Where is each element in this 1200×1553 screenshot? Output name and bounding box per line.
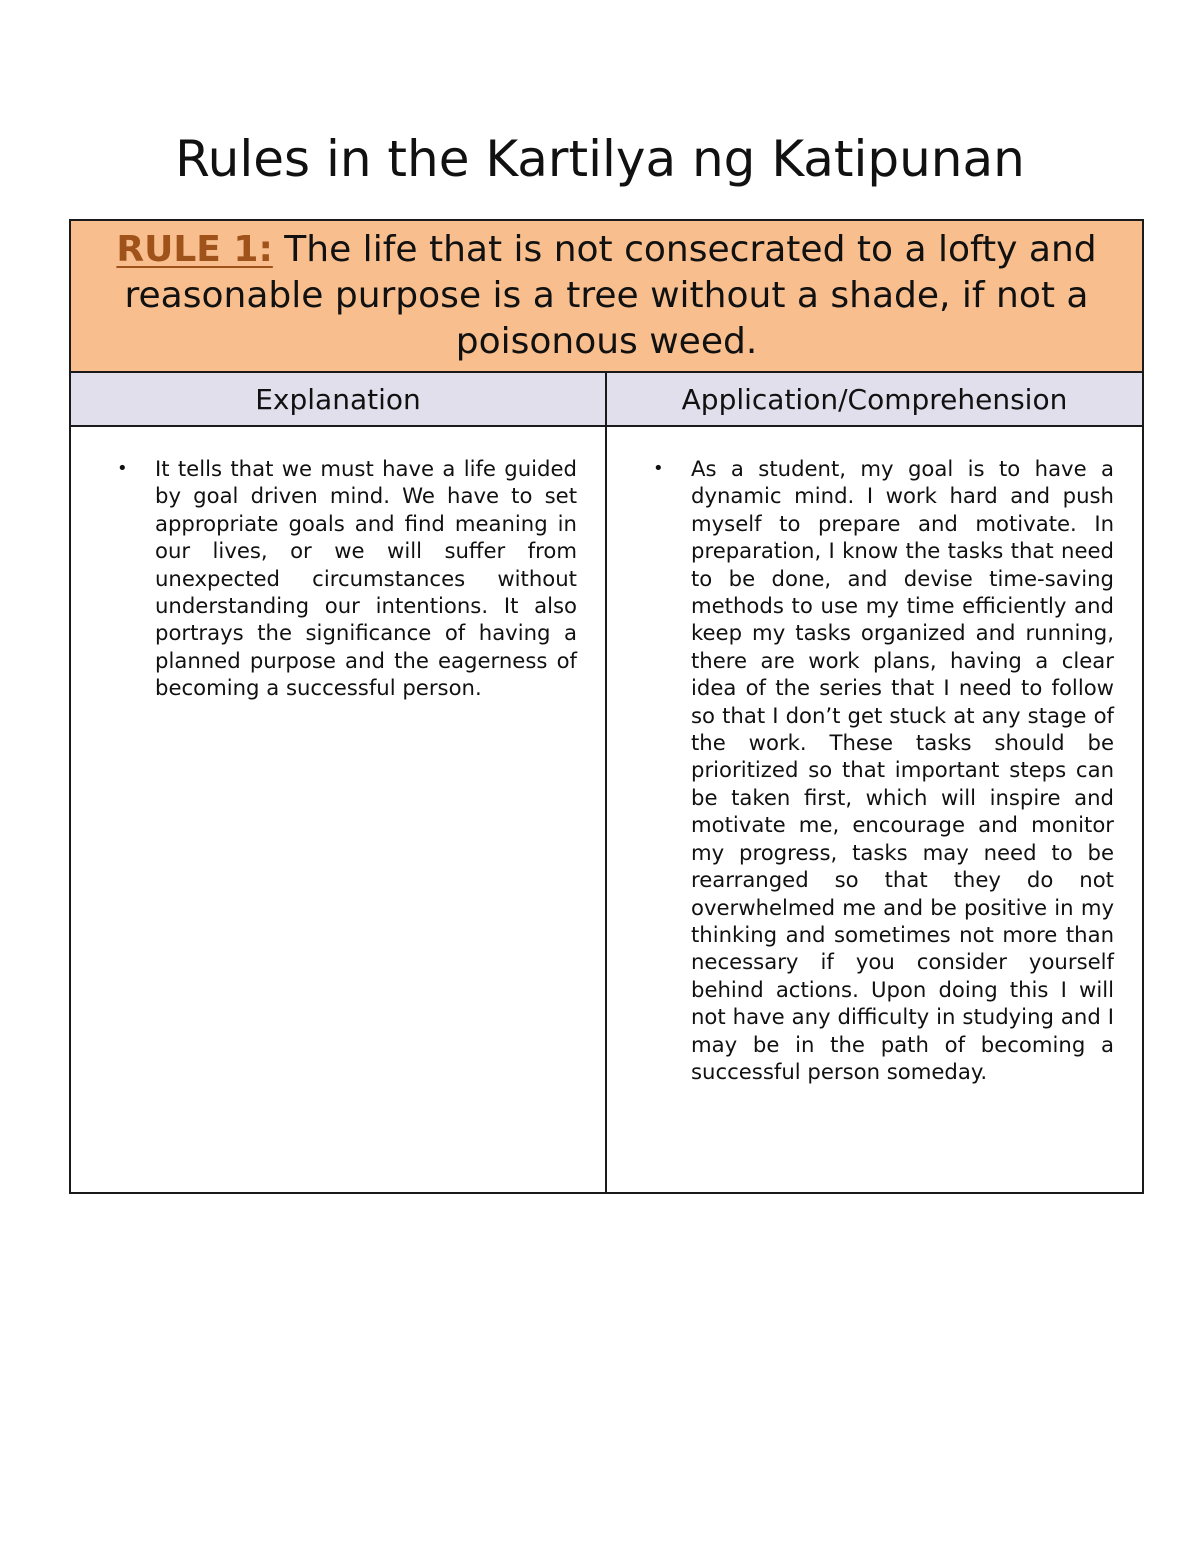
application-header: Application/Comprehension <box>681 382 1068 416</box>
list-item <box>111 455 577 702</box>
rule-table <box>69 219 1144 1194</box>
bullet-icon: • <box>653 458 664 479</box>
explanation-header: Explanation <box>71 373 607 425</box>
column-headers <box>71 373 1142 427</box>
application-text: As a student, my goal is to have a dynamic mind. I work hard and push myself to prepare and motivate. In preparation, I know the tasks that need to be done, and devise time-saving methods to use my time efficiently and keep my tasks organized and running, there are work plans, having a clear idea of the series that I need to follow so that I don’t get stuck at any stage of the work. These tasks should be prioritized so that important steps can be taken first, which will inspire and motivate me, encourage and monitor my progress, tasks may need to be rearranged so that they do not overwhelmed me and be positive in my thinking and sometimes not more than necessary if you consider yourself behind actions. Upon doing this I will not have any difficulty in studying and I may be in the path of becoming a successful person someday. <box>691 456 1114 1084</box>
column-bodies <box>71 427 1142 1192</box>
bullet-icon: • <box>117 458 128 479</box>
rule-statement <box>87 227 1126 365</box>
rule-label: RULE 1: <box>116 229 273 270</box>
list-item <box>647 455 1114 1085</box>
rule-text: The life that is not consecrated to a lofty and reasonable purpose is a tree without a shade, if not a poisonous weed. <box>124 229 1097 362</box>
rule-header <box>71 221 1142 373</box>
explanation-text: It tells that we must have a life guided by goal driven mind. We have to set appropriate goals and find meaning in our lives, or we will suffer from unexpected circumstances without understanding our intentions. It also portrays the significance of having a planned purpose and the eagerness of becoming a successful person. <box>155 456 577 701</box>
explanation-cell <box>71 427 607 1192</box>
application-cell <box>607 427 1142 1192</box>
page-title: Rules in the Kartilya ng Katipunan <box>175 130 1025 188</box>
